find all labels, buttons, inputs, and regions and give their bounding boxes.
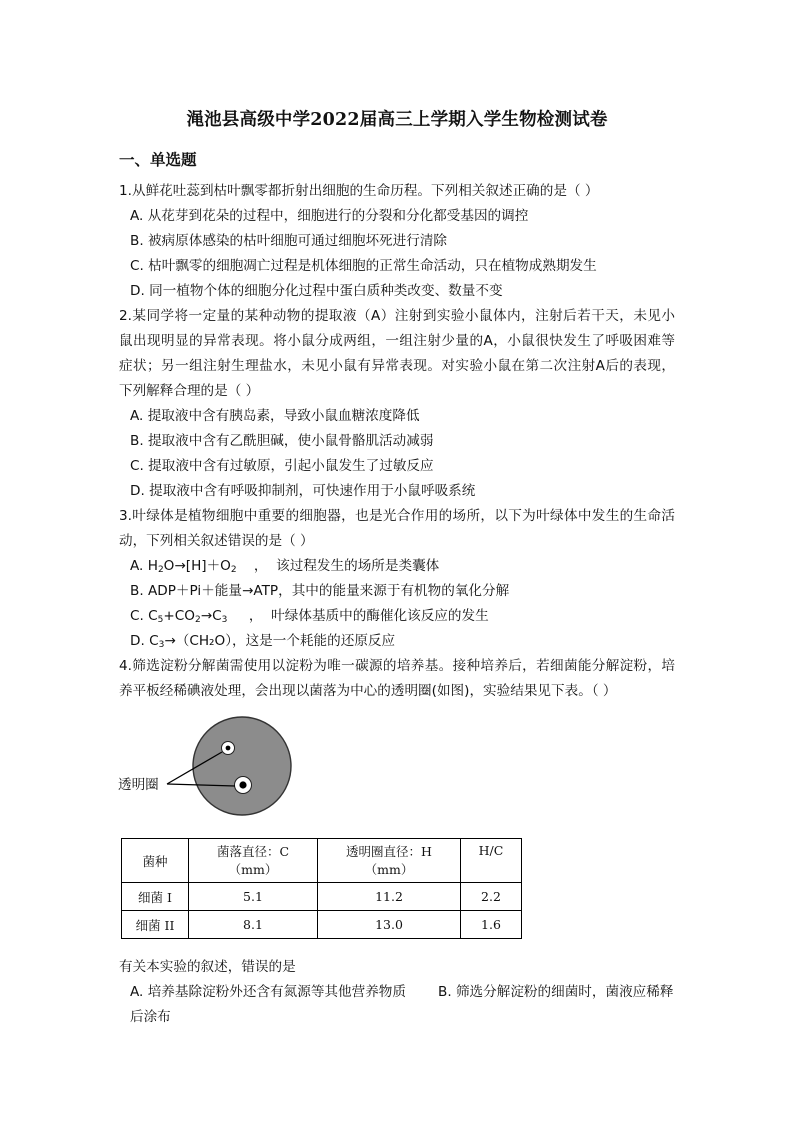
subscript: 2: [194, 615, 201, 625]
subscript: 3: [221, 615, 228, 625]
q3-option-d: [130, 632, 395, 654]
q2-option-d: D. 提取液中含有呼吸抑制剂，可快速作用于小鼠呼吸系统: [130, 483, 476, 499]
petri-dish-figure: [112, 712, 312, 826]
subscript: 2: [230, 565, 237, 575]
petri-dish-svg: [112, 712, 312, 822]
q3-stem-line2: 动，下列相关叙述错误的是（ ）: [119, 533, 314, 549]
table-row: [122, 883, 522, 911]
colony-small: [226, 746, 231, 751]
q3-c-text: +CO: [163, 608, 195, 624]
header-cell: H/C: [461, 839, 522, 883]
header-cell: [189, 839, 318, 883]
q3-a-text: A. H: [130, 558, 158, 574]
plate-circle: [193, 717, 291, 815]
colony-large: [239, 781, 246, 788]
table-cell: 8.1: [189, 911, 318, 939]
header-cell: 菌种: [122, 839, 189, 883]
q1-option-c: C. 枯叶飘零的细胞凋亡过程是机体细胞的正常生命活动，只在植物成熟期发生: [130, 258, 597, 274]
subscript: 5: [157, 615, 164, 625]
q3-c-text: C. C: [130, 608, 158, 624]
q2-stem-line4: 下列解释合理的是（ ）: [119, 383, 260, 399]
q4-stem-line1: 4.筛选淀粉分解菌需使用以淀粉为唯一碳源的培养基。接种培养后，若细菌能分解淀粉，培: [119, 658, 675, 674]
section-heading: 一、单选题: [119, 151, 197, 169]
q3-c-text: ， 叶绿体基质中的酶催化该反应的发生: [227, 608, 489, 624]
q3-stem-line1: 3.叶绿体是植物细胞中重要的细胞器，也是光合作用的场所，以下为叶绿体中发生的生命活: [119, 508, 675, 524]
table-cell: 13.0: [318, 911, 461, 939]
table-cell: 细菌 I: [122, 883, 189, 911]
q3-c-text: →C: [200, 608, 222, 624]
figure-label: 透明圈: [118, 777, 159, 793]
q4-stem-line2: 养平板经稀碘液处理，会出现以菌落为中心的透明圈(如图)，实验结果见下表。（ ）: [119, 683, 617, 699]
q3-option-c: [130, 607, 489, 629]
header-text: 菌落直径：C: [216, 843, 290, 859]
subscript: 2: [157, 565, 164, 575]
subscript: 3: [158, 640, 165, 650]
header-unit: （mm）: [228, 861, 278, 877]
table-cell: 细菌 II: [122, 911, 189, 939]
q2-option-c: C. 提取液中含有过敏原，引起小鼠发生了过敏反应: [130, 458, 434, 474]
table-cell: 11.2: [318, 883, 461, 911]
q3-d-text: →（CH₂O），这是一个耗能的还原反应: [164, 633, 396, 649]
q2-stem-line1: 2.某同学将一定量的某种动物的提取液（A）注射到实验小鼠体内，注射后若干天，未见小: [119, 308, 675, 324]
q2-stem-line2: 鼠出现明显的异常表现。将小鼠分成两组，一组注射少量的A，小鼠很快发生了呼吸困难等: [119, 333, 675, 349]
q2-option-b: B. 提取液中含有乙酰胆碱，使小鼠骨骼肌活动减弱: [130, 433, 434, 449]
q2-stem-line3: 症状；另一组注射生理盐水，未见小鼠有异常表现。对实验小鼠在第二次注射A后的表现，: [119, 358, 675, 374]
q4-question: 有关本实验的叙述，错误的是: [119, 959, 296, 975]
q3-d-text: D. C: [130, 633, 159, 649]
table-cell: 1.6: [461, 911, 522, 939]
results-table: [121, 838, 522, 939]
q1-option-a: A. 从花芽到花朵的过程中，细胞进行的分裂和分化都受基因的调控: [130, 208, 529, 224]
q1-option-b: B. 被病原体感染的枯叶细胞可通过细胞坏死进行清除: [130, 233, 448, 249]
q2-option-a: A. 提取液中含有胰岛素，导致小鼠血糖浓度降低: [130, 408, 420, 424]
table-cell: 5.1: [189, 883, 318, 911]
q3-option-a: [130, 557, 439, 579]
header-cell: [318, 839, 461, 883]
q3-a-text: O→[H]＋O: [163, 558, 231, 574]
q3-a-text: ， 该过程发生的场所是类囊体: [236, 558, 440, 574]
q4-option-b-continued: 后涂布: [130, 1009, 171, 1025]
q3-option-b: B. ADP＋Pi＋能量→ATP，其中的能量来源于有机物的氧化分解: [130, 583, 510, 599]
q1-stem: 1.从鲜花吐蕊到枯叶飘零都折射出细胞的生命历程。下列相关叙述正确的是（ ）: [119, 183, 599, 199]
q4-option-a: A. 培养基除淀粉外还含有氮源等其他营养物质: [130, 984, 406, 1000]
exam-title: 渑池县高级中学2022届高三上学期入学生物检测试卷: [186, 110, 608, 130]
table-cell: 2.2: [461, 883, 522, 911]
header-text: 透明圈直径：H: [346, 843, 432, 859]
q1-option-d: D. 同一植物个体的细胞分化过程中蛋白质种类改变、数量不变: [130, 283, 503, 299]
table-row: [122, 911, 522, 939]
header-unit: （mm）: [364, 861, 414, 877]
table-header-row: [122, 839, 522, 883]
q4-option-b: B. 筛选分解淀粉的细菌时，菌液应稀释: [438, 984, 674, 1000]
